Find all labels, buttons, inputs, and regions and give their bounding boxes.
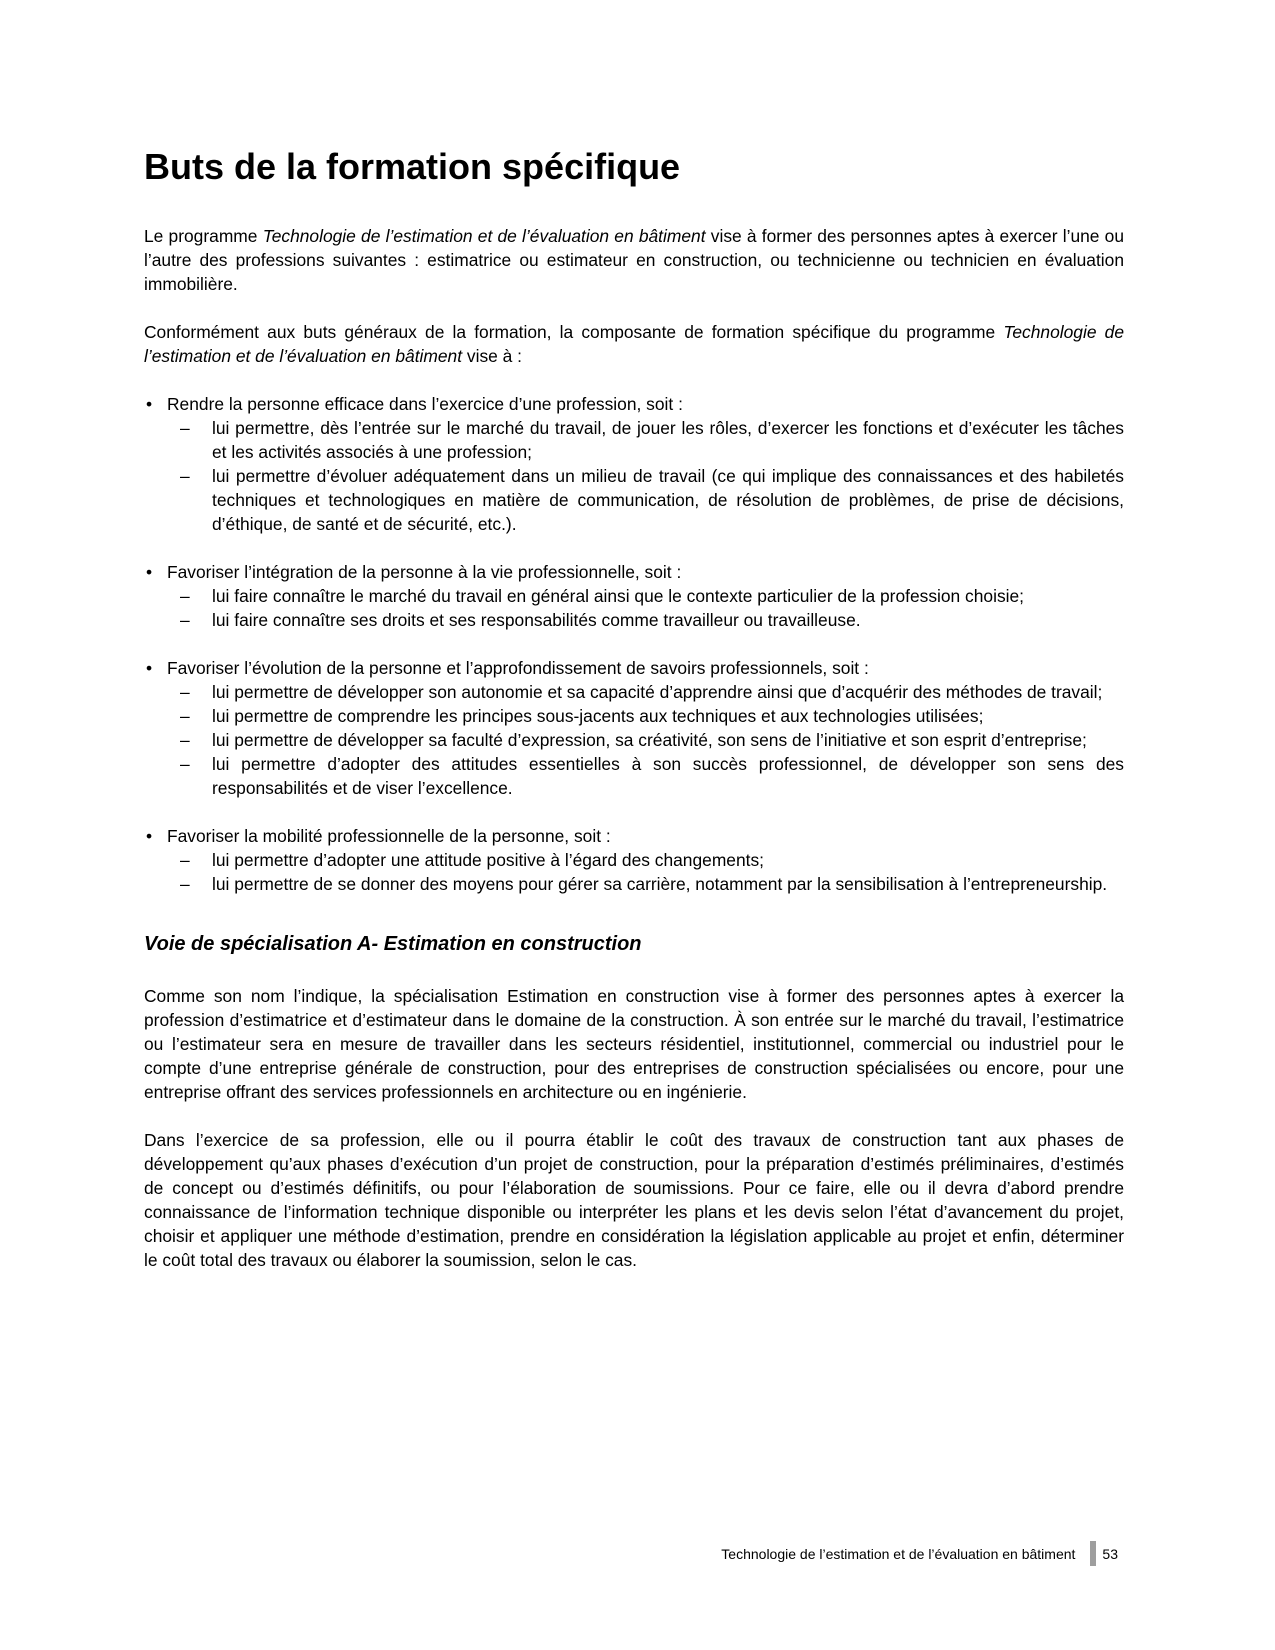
- goal-sub-item: [144, 464, 1124, 536]
- intro-paragraph-1: [144, 224, 1124, 296]
- goal-sub-text: lui faire connaître ses droits et ses responsabilités comme travailleur ou travailleuse.: [212, 610, 861, 630]
- goal-label: [144, 560, 1124, 584]
- goal-sub-item: [144, 416, 1124, 464]
- goal-sub-item: [144, 680, 1124, 704]
- goal-sub-item: [144, 704, 1124, 728]
- goal-sub-item: [144, 584, 1124, 608]
- text-run: vise à former des personnes aptes à exercer l’une ou l’autre des professions suivantes : estimatrice ou estimateur en construction, ou technicienne ou technicien en évaluation immobilière.: [144, 226, 1125, 294]
- goal-sub-item: [144, 728, 1124, 752]
- dash-icon: –: [180, 418, 190, 438]
- goal-label-text: Rendre la personne efficace dans l’exercice d’une profession, soit :: [167, 394, 683, 414]
- goal-sub-text: lui permettre de développer son autonomie et sa capacité d’apprendre ainsi que d’acquérir des méthodes de travail;: [212, 682, 1103, 702]
- dash-icon: –: [180, 586, 190, 606]
- dash-icon: –: [180, 850, 190, 870]
- section-paragraph-1: Comme son nom l’indique, la spécialisation Estimation en construction vise à former des personnes aptes à exercer la profession d’estimatrice et d’estimateur dans le domaine de la construction. À son entrée sur le marché du travail, l’estimatrice ou l’estimateur sera en mesure de travailler dans les secteurs résidentiel, institutionnel, commercial ou industriel pour le compte d’une entreprise générale de construction, pour des entreprises de construction spécialisées ou encore, pour une entreprise offrant des services professionnels en architecture ou en ingénierie.: [144, 986, 1124, 1102]
- goal-item: [144, 392, 1124, 536]
- goal-label-text: Favoriser l’intégration de la personne à la vie professionnelle, soit :: [167, 562, 682, 582]
- section-paragraph-2: Dans l’exercice de sa profession, elle ou il pourra établir le coût des travaux de construction tant aux phases de développement qu’aux phases d’exécution d’un projet de construction, pour la préparation d’estimés préliminaires, d’estimés de concept ou d’estimés définitifs, ou pour l’élaboration de soumissions. Pour ce faire, elle ou il devra d’abord prendre connaissance de l’information technique disponible ou interpréter les plans et les devis selon l’état d’avancement du projet, choisir et appliquer une méthode d’estimation, prendre en considération la législation applicable au projet et enfin, déterminer le coût total des travaux ou élaborer la soumission, selon le cas.: [144, 1130, 1124, 1270]
- goal-item: [144, 824, 1124, 896]
- program-name-italic: Technologie de l’estimation et de l’évaluation en bâtiment: [144, 322, 1124, 366]
- dash-icon: –: [180, 682, 190, 702]
- dash-icon: –: [180, 754, 190, 774]
- goal-sub-item: [144, 848, 1124, 872]
- goal-item: [144, 656, 1124, 800]
- text-run: Le programme: [144, 226, 263, 246]
- goal-sub-item: [144, 608, 1124, 632]
- goals-list: [144, 392, 1124, 896]
- goal-sub-text: lui permettre de se donner des moyens pour gérer sa carrière, notamment par la sensibilisation à l’entrepreneurship.: [212, 874, 1108, 894]
- goal-sub-text: lui permettre d’évoluer adéquatement dans un milieu de travail (ce qui implique des connaissances et des habiletés techniques et technologiques en matière de communication, de résolution de problèmes, de prise de décisions, d’éthique, de santé et de sécurité, etc.).: [212, 466, 1124, 534]
- goal-label-text: Favoriser la mobilité professionnelle de la personne, soit :: [167, 826, 611, 846]
- goal-label-text: Favoriser l’évolution de la personne et l’approfondissement de savoirs professionnels, soit :: [167, 658, 869, 678]
- intro-paragraph-2: [144, 320, 1124, 368]
- goal-sub-text: lui faire connaître le marché du travail en général ainsi que le contexte particulier de la profession choisie;: [212, 586, 1025, 606]
- goal-sub-text: lui permettre de développer sa faculté d’expression, sa créativité, son sens de l’initiative et son esprit d’entreprise;: [212, 730, 1087, 750]
- bullet-icon: •: [146, 562, 153, 582]
- dash-icon: –: [180, 874, 190, 894]
- program-name-italic: Technologie de l’estimation et de l’évaluation en bâtiment: [262, 226, 706, 246]
- footer-doc-title: Technologie de l’estimation et de l’évaluation en bâtiment: [721, 1545, 1076, 1562]
- goal-sub-item: [144, 752, 1124, 800]
- goal-item: [144, 560, 1124, 632]
- footer-divider-bar: [1090, 1541, 1096, 1566]
- dash-icon: –: [180, 706, 190, 726]
- goal-sub-text: lui permettre, dès l’entrée sur le marché du travail, de jouer les rôles, d’exercer les fonctions et d’exécuter les tâches et les activités associés à une profession;: [212, 418, 1124, 462]
- page-content: [144, 0, 1124, 1296]
- bullet-icon: •: [146, 394, 153, 414]
- goal-sub-text: lui permettre de comprendre les principes sous-jacents aux techniques et aux technologies utilisées;: [212, 706, 984, 726]
- section-heading: Voie de spécialisation A- Estimation en construction: [144, 933, 642, 955]
- footer-page-number: 53: [1102, 1545, 1118, 1562]
- bullet-icon: •: [146, 826, 153, 846]
- goal-sub-text: lui permettre d’adopter une attitude positive à l’égard des changements;: [212, 850, 765, 870]
- page-footer: [721, 1541, 1118, 1566]
- goal-sub-item: [144, 872, 1124, 896]
- dash-icon: –: [180, 466, 190, 486]
- page-title: Buts de la formation spécifique: [144, 146, 681, 187]
- text-run: Conformément aux buts généraux de la formation, la composante de formation spécifique du programme: [144, 322, 1004, 342]
- goal-sub-text: lui permettre d’adopter des attitudes essentielles à son succès professionnel, de développer son sens des responsabilités et de viser l’excellence.: [212, 754, 1124, 798]
- dash-icon: –: [180, 610, 190, 630]
- goal-label: [144, 824, 1124, 848]
- goal-label: [144, 656, 1124, 680]
- bullet-icon: •: [146, 658, 153, 678]
- dash-icon: –: [180, 730, 190, 750]
- goal-label: [144, 392, 1124, 416]
- text-run: vise à :: [462, 346, 522, 366]
